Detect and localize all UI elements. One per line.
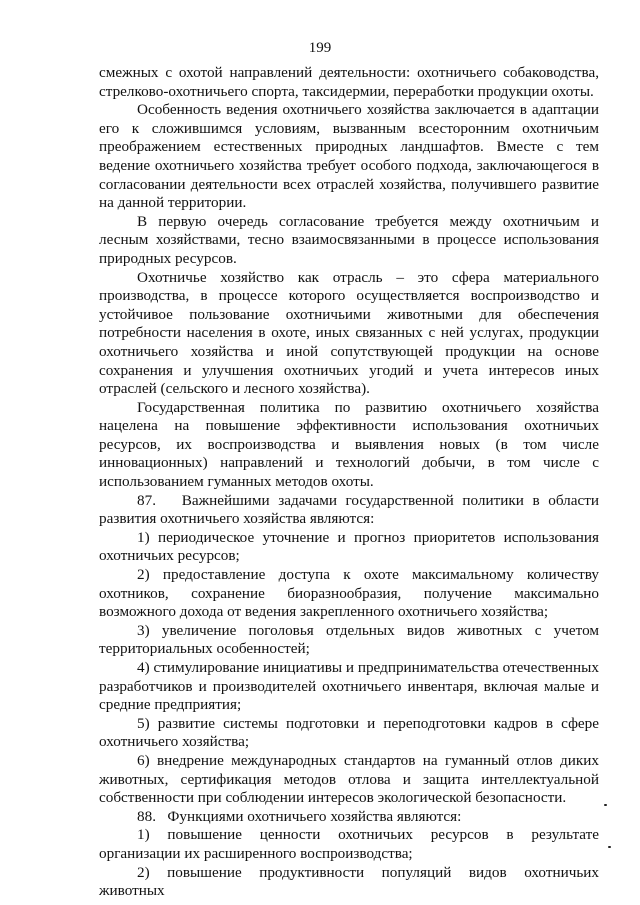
body-text bbox=[99, 64, 599, 901]
paragraph-5: Государственная политика по развитию охотничьего хозяйства нацелена на повышение эффективности использования охотничьих ресурсов, их воспроизводства и выявления новых (в том числе инновационных) направлений и технологий добычи, в том числе с использованием гуманных методов охоты. bbox=[99, 398, 599, 491]
paragraph-2: Особенность ведения охотничьего хозяйства заключается в адаптации его к сложившимся условиям, вызванным всесторонним охотничьим преображением естественных природных ландшафтов. Вместе с тем ведение охотничьего хозяйства требует особого подхода, заключающегося в согласовании деятельности всех отраслей хозяйства, получившего развитие на данной территории. bbox=[99, 101, 599, 212]
scan-speck bbox=[604, 804, 607, 806]
list-item-87-6: 6) внедрение международных стандартов на гуманный отлов диких животных, сертификация методов отлова и защита интеллектуальной собственности при соблюдении интересов экологической безопасности. bbox=[99, 751, 599, 807]
paragraph-4: Охотничье хозяйство как отрасль – это сфера материального производства, в процессе которого осуществляется воспроизводство и устойчивое пользование охотничьими животными для обеспечения потребности населения в охоте, иных связанных с ней услугах, продукции охотничьего хозяйства и иной сопутствующей продукции на основе сохранения и улучшения охотничьих угодий и учета интересов иных отраслей (сельского и лесного хозяйства). bbox=[99, 268, 599, 398]
list-item-87-4: 4) стимулирование инициативы и предпринимательства отечественных разработчиков и производителей охотничьего инвентаря, включая малые и средние предприятия; bbox=[99, 659, 599, 714]
list-item-87-5: 5) развитие системы подготовки и переподготовки кадров в сфере охотничьего хозяйства; bbox=[99, 714, 599, 751]
list-item-87-2: 2) предоставление доступа к охоте максимальному количеству охотников, сохранение биоразнообразия, получение максимально возможного дохода от ведения закрепленного охотничьего хозяйства; bbox=[99, 566, 599, 621]
scan-speck bbox=[608, 846, 611, 848]
list-item-87-1: 1) периодическое уточнение и прогноз приоритетов использования охотничьих ресурсов; bbox=[99, 528, 599, 565]
list-item-88-2: 2) повышение продуктивности популяций видов охотничьих животных bbox=[99, 863, 599, 900]
paragraph-87-heading: 87. Важнейшими задачами государственной политики в области развития охотничьего хозяйства являются: bbox=[99, 491, 599, 528]
paragraph-3: В первую очередь согласование требуется между охотничьим и лесным хозяйствами, тесно взаимосвязанными в процессе использования природных ресурсов. bbox=[99, 212, 599, 267]
list-item-87-3: 3) увеличение поголовья отдельных видов животных с учетом территориальных особенностей; bbox=[99, 621, 599, 658]
page-number: 199 bbox=[308, 40, 332, 56]
paragraph-1: смежных с охотой направлений деятельности: охотничьего собаководства, стрелково-охотничьего спорта, таксидермии, переработки продукции охоты. bbox=[99, 64, 599, 100]
paragraph-88-heading: 88. Функциями охотничьего хозяйства являются: bbox=[137, 807, 462, 825]
list-item-88-1: 1) повышение ценности охотничьих ресурсов в результате организации их расширенного воспроизводства; bbox=[99, 826, 599, 862]
